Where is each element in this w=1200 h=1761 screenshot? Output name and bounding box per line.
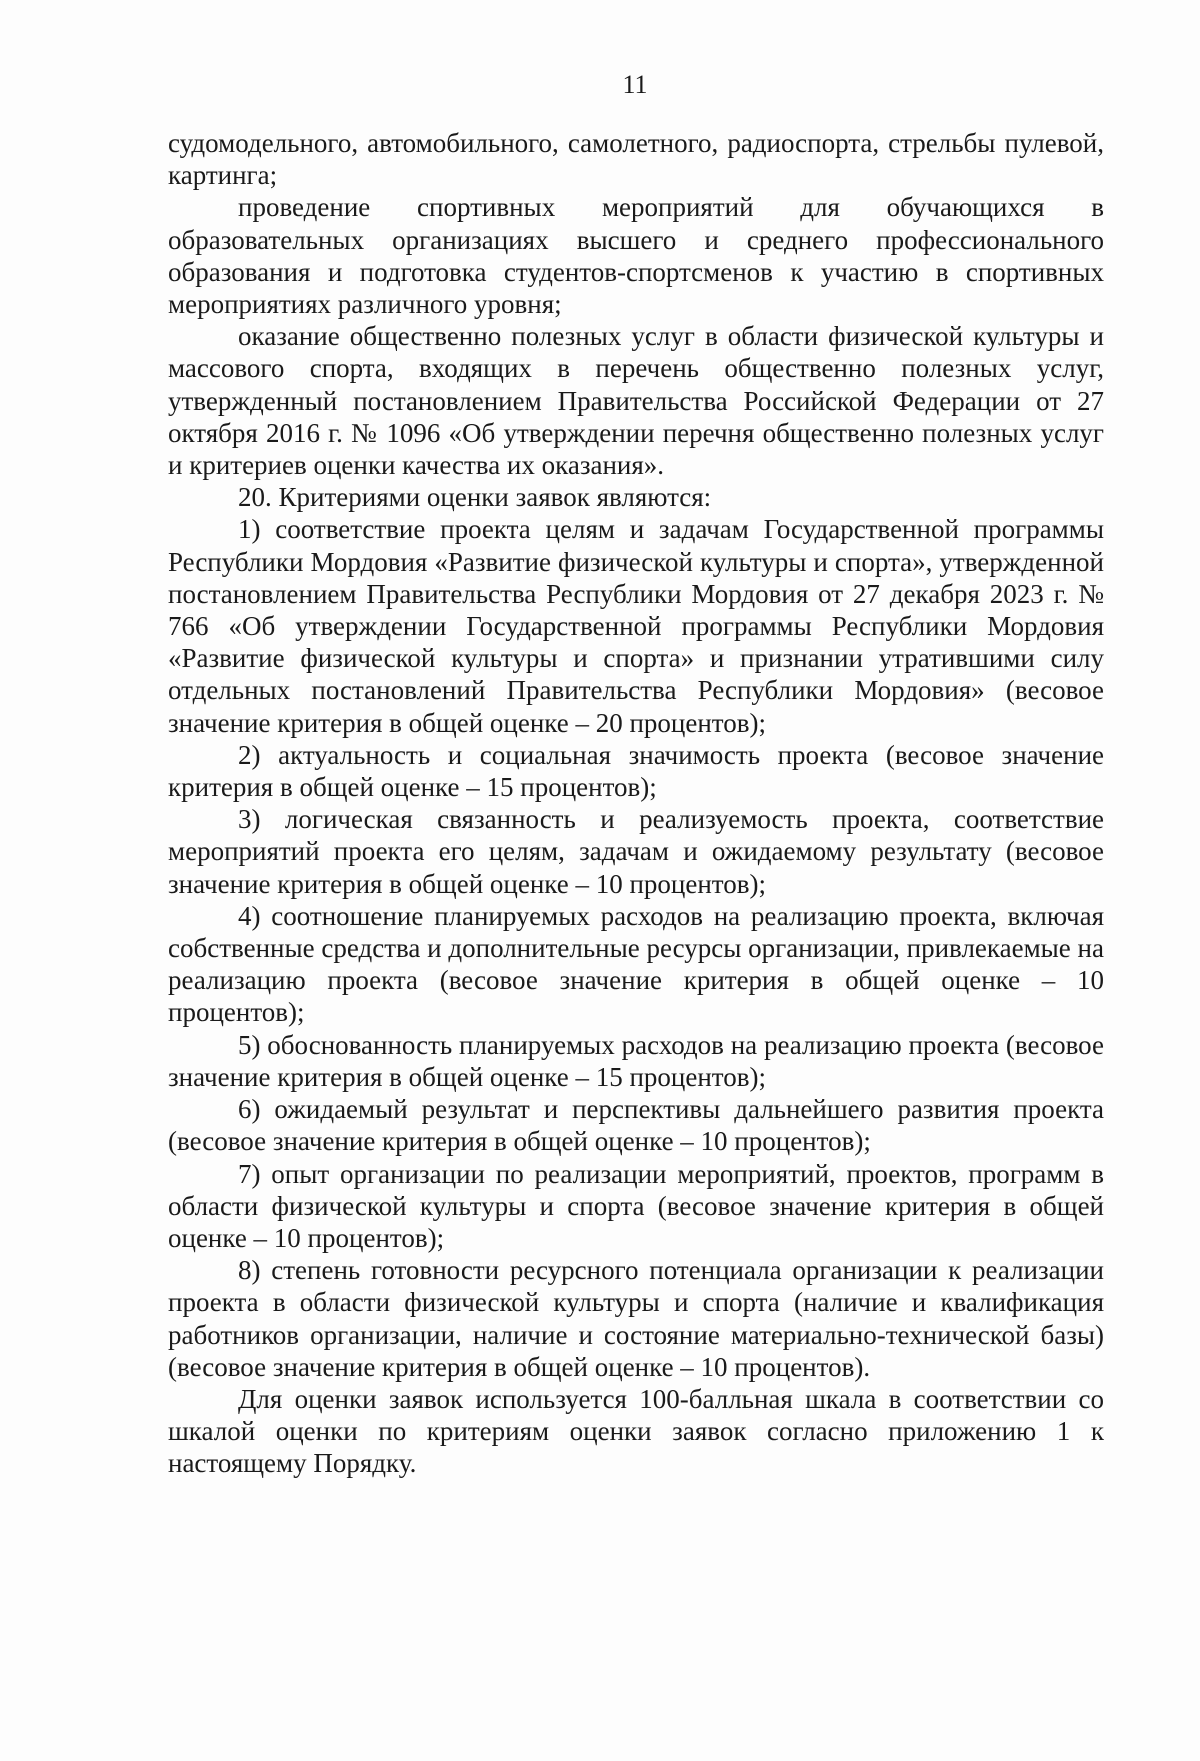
criterion-item-6: 6) ожидаемый результат и перспективы дальнейшего развития проекта (весовое значение критерия в общей оценке – 10 процентов); <box>168 1094 1104 1157</box>
criterion-item-5: 5) обоснованность планируемых расходов на реализацию проекта (весовое значение критерия в общей оценке – 15 процентов); <box>168 1029 1104 1092</box>
criterion-item-7: 7) опыт организации по реализации мероприятий, проектов, программ в области физической культуры и спорта (весовое значение критерия в общей оценке – 10 процентов); <box>168 1158 1104 1253</box>
document-body <box>168 127 1104 1480</box>
paragraph-criteria-heading: 20. Критериями оценки заявок являются: <box>238 482 712 513</box>
criterion-item-8: 8) степень готовности ресурсного потенциала организации к реализации проекта в области физической культуры и спорта (наличие и квалификация работников организации, наличие и состояние материально-технической базы) (весовое значение критерия в общей оценке – 10 процентов). <box>168 1255 1104 1382</box>
criterion-item-1: 1) соответствие проекта целям и задачам Государственной программы Республики Мордовия «Развитие физической культуры и спорта», утвержденной постановлением Правительства Республики Мордовия от 27 декабря 2023 г. № 766 «Об утверждении Государственной программы Республики Мордовия «Развитие физической культуры и спорта» и признании утратившими силу отдельных постановлений Правительства Республики Мордовия» (весовое значение критерия в общей оценке – 20 процентов); <box>168 514 1104 738</box>
paragraph-sports-events-students: проведение спортивных мероприятий для обучающихся в образовательных организациях высшего и среднего профессионального образования и подготовка студентов-спортсменов к участию в спортивных мероприятиях различного уровня; <box>168 192 1104 320</box>
paragraph-continuation: судомодельного, автомобильного, самолетного, радиоспорта, стрельбы пулевой, картинга; <box>168 128 1104 191</box>
page-number: 11 <box>622 70 648 99</box>
paragraph-scoring-scale: Для оценки заявок используется 100-балльная шкала в соответствии со шкалой оценки по критериям оценки заявок согласно приложению 1 к настоящему Порядку. <box>168 1383 1104 1479</box>
paragraph-public-services: оказание общественно полезных услуг в области физической культуры и массового спорта, входящих в перечень общественно полезных услуг, утвержденный постановлением Правительства Российской Федерации от 27 октября 2016 г. № 1096 «Об утверждении перечня общественно полезных услуг и критериев оценки качества их оказания». <box>168 321 1104 481</box>
criterion-item-3: 3) логическая связанность и реализуемость проекта, соответствие мероприятий проекта его целям, задачам и ожидаемому результату (весовое значение критерия в общей оценке – 10 процентов); <box>168 804 1104 899</box>
criterion-item-2: 2) актуальность и социальная значимость проекта (весовое значение критерия в общей оценке – 15 процентов); <box>168 739 1104 803</box>
criterion-item-4: 4) соотношение планируемых расходов на реализацию проекта, включая собственные средства и дополнительные ресурсы организации, привлекаемые на реализацию проекта (весовое значение критерия в общей оценке – 10 процентов); <box>168 900 1104 1028</box>
